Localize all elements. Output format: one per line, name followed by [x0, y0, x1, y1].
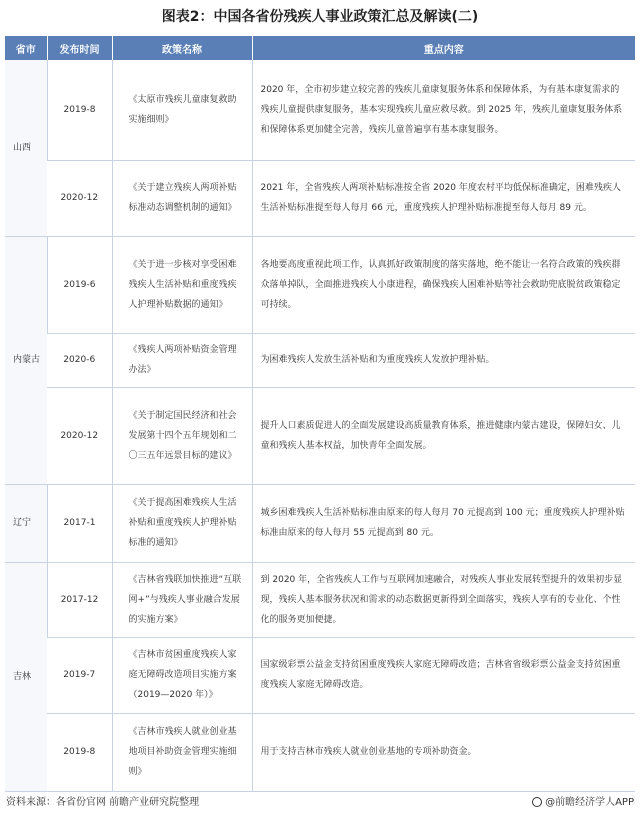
- content-cell: 到 2020 年，全省残疾人工作与互联网加速融合，对残疾人事业发展转型提升的效果初步显现，残疾人基本服务状况和需求的动态数据更新得到全面落实，残疾人享有的专业化、个性化的服务更加便捷。: [252, 562, 635, 637]
- province-cell: 吉林: [5, 562, 47, 791]
- policy-cell: 《太原市残疾儿童康复救助实施细则》: [112, 60, 252, 160]
- table-row: [5, 387, 635, 484]
- header-content: 重点内容: [252, 36, 635, 60]
- brand-credit: [532, 793, 634, 808]
- content-cell: 各地要高度重视此项工作，认真抓好政策制度的落实落地，绝不能让一名符合政策的残疾群众落单掉队，全面推进残疾人小康进程，确保残疾人困难补贴等社会救助兜底脱贫政策稳定可持续。: [252, 236, 635, 333]
- header-province: 省市: [5, 36, 47, 60]
- province-cell: 辽宁: [5, 484, 47, 562]
- content-cell: 2020 年，全市初步建立较完善的残疾儿童康复服务体系和保障体系，为有基本康复需求的残疾儿童提供康复服务，基本实现残疾儿童应救尽救。到 2025 年，残疾儿童康复服务体系和保障体系更加健全完善，残疾儿童普遍享有基本康复服务。: [252, 60, 635, 160]
- brand-label: @前瞻经济学人APP: [545, 797, 634, 808]
- date-cell: 2017-1: [47, 484, 112, 562]
- content-cell: 国家级彩票公益金支持贫困重度残疾人家庭无障碍改造；吉林省省级彩票公益金支持贫困重度残疾人家庭无障碍改造。: [252, 637, 635, 713]
- date-cell: 2019-6: [47, 236, 112, 333]
- date-cell: 2019-8: [47, 60, 112, 160]
- table-row: [5, 160, 635, 236]
- policy-table: [5, 36, 635, 792]
- date-cell: 2019-7: [47, 637, 112, 713]
- date-cell: 2019-8: [47, 713, 112, 791]
- table-row: [5, 236, 635, 333]
- policy-cell: 《吉林市残疾人就业创业基地项目补助资金管理实施细则》: [112, 713, 252, 791]
- province-cell: 内蒙古: [5, 236, 47, 484]
- brand-logo-icon: [532, 797, 542, 807]
- policy-cell: 《关于进一步核对享受困难残疾人生活补贴和重度残疾人护理补贴数据的通知》: [112, 236, 252, 333]
- chart-title: 图表2：中国各省份残疾人事业政策汇总及解读(二): [161, 9, 479, 25]
- policy-cell: 《吉林省残联加快推进“互联网+”与残疾人事业融合发展的实施方案》: [112, 562, 252, 637]
- date-cell: 2017-12: [47, 562, 112, 637]
- policy-cell: 《吉林市贫困重度残疾人家庭无障碍改造项目实施方案（2019—2020 年）》: [112, 637, 252, 713]
- content-cell: 提升人口素质促进人的全面发展建设高质量教育体系，推进健康内蒙古建设，保障妇女、儿童和残疾人基本权益，加快青年全面发展。: [252, 387, 635, 484]
- date-cell: 2020-12: [47, 387, 112, 484]
- content-cell: 用于支持吉林市残疾人就业创业基地的专项补助资金。: [252, 713, 635, 791]
- table-row: [5, 60, 635, 160]
- table-row: [5, 484, 635, 562]
- policy-cell: 《关于建立残疾人两项补贴标准动态调整机制的通知》: [112, 160, 252, 236]
- content-cell: 城乡困难残疾人生活补贴标准由原来的每人每月 70 元提高到 100 元；重度残疾人护理补贴标准由原来的每人每月 55 元提高到 80 元。: [252, 484, 635, 562]
- table-row: [5, 713, 635, 791]
- header-policy: 政策名称: [112, 36, 252, 60]
- policy-cell: 《关于提高困难残疾人生活补贴和重度残疾人护理补贴标准的通知》: [112, 484, 252, 562]
- policy-cell: 《残疾人两项补贴资金管理办法》: [112, 333, 252, 387]
- policy-cell: 《关于制定国民经济和社会发展第十四个五年规划和二〇三五年远景目标的建议》: [112, 387, 252, 484]
- table-row: [5, 562, 635, 637]
- source-note: 资料来源：各省份官网 前瞻产业研究院整理: [6, 797, 200, 808]
- table-header-row: [5, 36, 635, 60]
- date-cell: 2020-12: [47, 160, 112, 236]
- table-row: [5, 637, 635, 713]
- table-row: [5, 333, 635, 387]
- province-cell: 山西: [5, 60, 47, 236]
- date-cell: 2020-6: [47, 333, 112, 387]
- header-date: 发布时间: [47, 36, 112, 60]
- content-cell: 为困难残疾人发放生活补贴和为重度残疾人发放护理补贴。: [252, 333, 635, 387]
- content-cell: 2021 年，全省残疾人两项补贴标准按全省 2020 年度农村平均低保标准确定，困难残疾人生活补贴标准提至每人每月 66 元，重度残疾人护理补贴标准提至每人每月 89 元。: [252, 160, 635, 236]
